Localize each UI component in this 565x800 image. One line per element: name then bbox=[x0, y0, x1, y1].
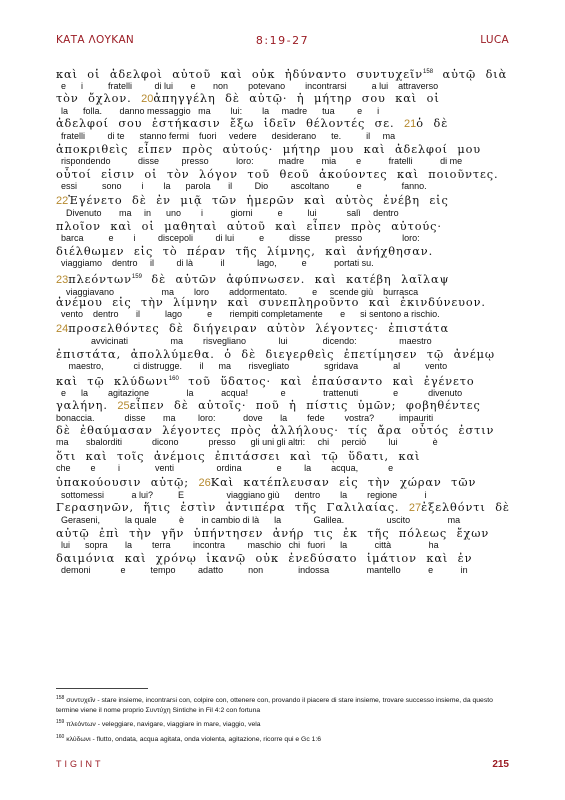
greek-line: 23πλεόντων$^{159}$ δὲ αὐτῶν ἀφύπνωσεν. καὶ κατέβη λαῖλαψ bbox=[56, 272, 450, 286]
footnote: $^{159}$ πλεόντων - veleggiare, navigare, viaggiare in mare, viaggio, vela bbox=[56, 719, 261, 729]
interlinear-line bbox=[56, 117, 512, 143]
verse-number: 26 bbox=[198, 476, 211, 489]
translation-line: e i fratelli di lui e non potevano incontrarsi a lui attraverso bbox=[56, 81, 439, 91]
footnote-number: 159 bbox=[56, 719, 65, 726]
translation-line: demoni e tempo adatto non indossa mantello e in bbox=[56, 565, 468, 576]
interlinear-line bbox=[56, 424, 512, 450]
greek-line: δαιμόνια καὶ χρόνῳ ἱκανῷ οὐκ ἐνεδύσατο ἱμάτιον καὶ ἐν bbox=[56, 552, 473, 566]
interlinear-line bbox=[56, 66, 512, 92]
interlinear-line bbox=[56, 527, 512, 553]
greek-line: Γερασηνῶν, ἥτις ἐστὶν ἀντιπέρα τῆς Γαλιλαίας. 27ἐξελθόντι δὲ bbox=[56, 501, 510, 515]
interlinear-line bbox=[56, 373, 512, 399]
translation-line: essi sono i la parola il Dio ascoltano e fanno. bbox=[56, 181, 427, 192]
footnote-number: 160 bbox=[56, 733, 65, 740]
translation-line: viaggiavano ma loro addormentato. e scende giù burrasca bbox=[56, 286, 419, 297]
greek-line: καὶ τῷ κλύδωνι$^{160}$ τοῦ ὕδατος· καὶ ἐπαύσαντο καὶ ἐγένετο bbox=[56, 375, 475, 389]
translation-line: Geraseni, la quale è in cambio di là la Galilea. uscito ma bbox=[56, 515, 461, 526]
footnote-divider bbox=[56, 688, 148, 689]
interlinear-line bbox=[56, 271, 512, 297]
interlinear-line bbox=[56, 476, 512, 502]
greek-line: 22Ἐγένετο δὲ ἐν μιᾷ τῶν ἡμερῶν καὶ αὐτὸς ἐνέβη εἰς bbox=[56, 193, 449, 207]
greek-line: ἐπιστάτα, ἀπολλύμεθα. ὁ δὲ διεγερθεὶς ἐπετίμησεν τῷ ἀνέμῳ bbox=[56, 347, 495, 361]
footnote-marker: 160 bbox=[168, 376, 179, 383]
interlinear-line bbox=[56, 501, 512, 527]
interlinear-line bbox=[56, 245, 512, 271]
translation-line: avvicinati ma risvegliano lui dicendo: maestro bbox=[56, 335, 432, 346]
verse-number: 20 bbox=[141, 92, 154, 105]
translation-line: Divenuto ma in uno i giorni e lui salì dentro bbox=[56, 207, 399, 218]
interlinear-line bbox=[56, 143, 512, 169]
chapter-verse-range: 8:19-27 bbox=[255, 34, 310, 47]
greek-line: οὗτοί εἰσιν οἱ τὸν λόγον τοῦ θεοῦ ἀκούοντες καὶ ποιοῦντες. bbox=[56, 168, 499, 182]
translation-line: barca e i discepoli di lui e disse presso loro: bbox=[56, 232, 420, 243]
interlinear-line bbox=[56, 552, 512, 578]
verse-number: 23 bbox=[56, 273, 69, 286]
translation-line: viaggiamo dentro il di là il lago, e portati su. bbox=[56, 258, 374, 269]
verse-number: 27 bbox=[408, 502, 422, 515]
footnote-marker: 158 bbox=[423, 69, 434, 75]
book-title-italian: LUCA bbox=[480, 34, 509, 46]
translation-line: la folla. danno messaggio ma lui: la madre tua e i bbox=[56, 105, 380, 116]
greek-line: ἀποκριθεὶς εἶπεν πρὸς αὐτούς· μήτηρ μου καὶ ἀδελφοί μου bbox=[56, 142, 482, 156]
translation-line: maestro, ci distrugge. il ma risvegliato sgridava al vento bbox=[56, 360, 448, 371]
footnotes bbox=[56, 694, 516, 747]
interlinear-line bbox=[56, 168, 512, 194]
interlinear-line bbox=[56, 220, 512, 246]
interlinear-line bbox=[56, 194, 512, 220]
translation-line: lui sopra la terra incontra maschio chi fuori la città ha bbox=[56, 539, 439, 550]
greek-line: διέλθωμεν εἰς τὸ πέραν τῆς λίμνης, καὶ ἀνήχθησαν. bbox=[56, 245, 434, 259]
greek-line: καὶ οἱ ἀδελφοὶ αὐτοῦ καὶ οὐκ ἠδύναντο συντυχεῖν$^{158}$ αὐτῷ διὰ bbox=[56, 68, 508, 81]
interlinear-line bbox=[56, 296, 512, 322]
footnote: $^{158}$ συντυχεῖν - stare insieme, incontrarsi con, colpire con, ottenere con, provando il piacere di stare insieme, trovare successo insieme, da questo termine viene il nome proprio Συντύχη Sintiche in Fil 4:2 con fortuna bbox=[56, 695, 493, 714]
greek-line: δὲ ἐθαύμασαν λέγοντες πρὸς ἀλλήλους· τίς ἄρα οὗτός ἐστιν bbox=[56, 424, 495, 438]
verse-number: 22 bbox=[56, 194, 69, 207]
greek-line: ἀνέμου εἰς τὴν λίμνην καὶ συνεπληροῦντο καὶ ἐκινδύνευον. bbox=[56, 296, 486, 310]
greek-line: ἀδελφοί σου ἑστήκασιν ἔξω ἰδεῖν θέλοντές σε. 21ὁ δὲ bbox=[56, 117, 449, 131]
greek-line: αὐτῷ ἐπὶ τὴν γῆν ὑπήντησεν ἀνήρ τις ἐκ τῆς πόλεως ἔχων bbox=[56, 526, 490, 540]
publisher-mark: TIGINT bbox=[56, 759, 104, 769]
translation-line: fratelli di te stanno fermi fuori vedere desiderano te. il ma bbox=[56, 131, 396, 142]
interlinear-line bbox=[56, 399, 512, 425]
translation-line: sottomessi a lui? E viaggiano giù dentro la regione i bbox=[56, 489, 427, 500]
translation-line: e la agitazione la acqua! e trattenuti e divenuto bbox=[56, 388, 463, 399]
greek-line: τὸν ὄχλον. 20ἀπηγγέλη δὲ αὐτῷ· ἡ μήτηρ σου καὶ οἱ bbox=[56, 91, 440, 105]
greek-line: γαλήνη. 25εἶπεν δὲ αὐτοῖς· ποῦ ἡ πίστις ὑμῶν; φοβηθέντες bbox=[56, 398, 481, 412]
interlinear-text bbox=[56, 66, 512, 578]
page-number: 215 bbox=[492, 759, 509, 770]
translation-line: rispondendo disse presso loro: madre mia e fratelli di me bbox=[56, 155, 463, 166]
greek-line: ὑπακούουσιν αὐτῷ; 26Καὶ κατέπλευσαν εἰς τὴν χώραν τῶν bbox=[56, 475, 477, 489]
translation-line: che e i venti ordina e la acqua, e bbox=[56, 462, 394, 473]
footnote-number: 158 bbox=[56, 695, 65, 701]
greek-line: ὅτι καὶ τοῖς ἀνέμοις ἐπιτάσσει καὶ τῷ ὕδατι, καὶ bbox=[56, 449, 421, 463]
interlinear-line bbox=[56, 92, 512, 118]
footnote: $^{160}$ κλύδωνι - flutto, ondata, acqua agitata, onda violenta, agitazione, ricorre qui e Gc 1:6 bbox=[56, 733, 322, 743]
translation-line: ma sbalorditi dicono presso gli uni gli altri: chi perciò lui è bbox=[56, 437, 438, 448]
translation-line: bonaccia. disse ma loro: dove la fede vostra? impauriti bbox=[56, 412, 434, 423]
footnote-marker: 159 bbox=[131, 273, 142, 280]
interlinear-line bbox=[56, 322, 512, 348]
greek-line: 24προσελθόντες δὲ διήγειραν αὐτὸν λέγοντες· ἐπιστάτα bbox=[56, 321, 449, 335]
greek-line: πλοῖον καὶ οἱ μαθηταὶ αὐτοῦ καὶ εἶπεν πρὸς αὐτούς· bbox=[56, 219, 442, 233]
verse-number: 25 bbox=[117, 399, 130, 412]
verse-number: 21 bbox=[404, 118, 417, 131]
interlinear-line bbox=[56, 450, 512, 476]
verse-number: 24 bbox=[56, 322, 69, 335]
book-title-greek: ΚΑΤΑ ΛΟΥΚΑΝ bbox=[56, 34, 135, 46]
interlinear-line bbox=[56, 348, 512, 374]
translation-line: vento dentro il lago e riempiti completamente e si sentono a rischio. bbox=[56, 309, 440, 320]
